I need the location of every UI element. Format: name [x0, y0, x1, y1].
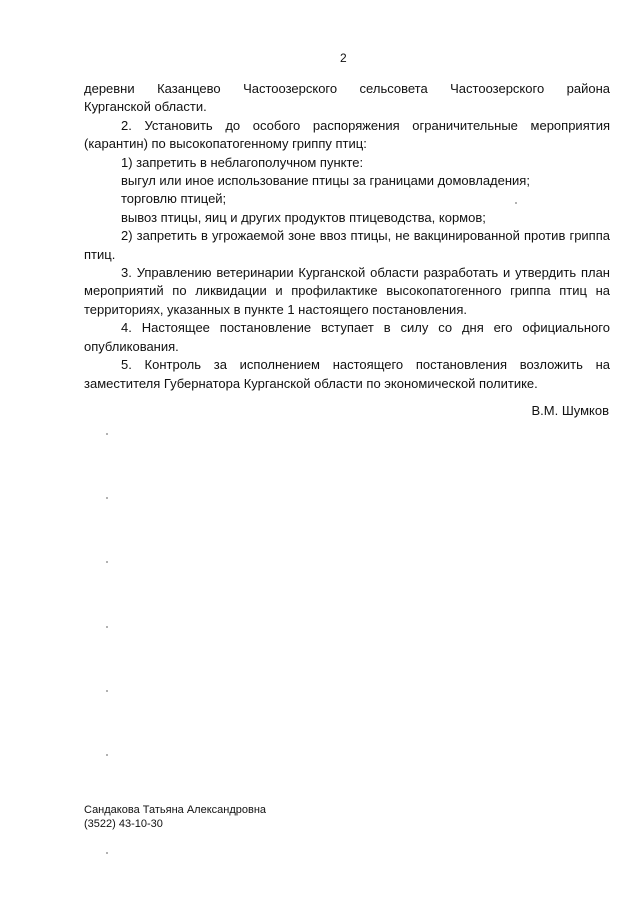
executor-block [84, 803, 266, 831]
paragraph-continuation-end: Курганской области. [84, 99, 207, 115]
paragraph-item-4: 4. Настоящее постановление вступает в силу со дня его официального опубликования. [84, 320, 610, 354]
decree-body [84, 80, 610, 393]
paragraph-item-2: 2. Установить до особого распоряжения ограничительные мероприятия (карантин) по высокопатогенному гриппу птиц: [84, 117, 610, 152]
subitem-1-walking: выгул или иное использование птицы за границами домовладения; [121, 173, 530, 189]
subitem-1-export: вывоз птицы, яиц и других продуктов птицеводства, кормов; [121, 209, 486, 225]
scan-speck [106, 690, 108, 692]
paragraph-item-5: 5. Контроль за исполнением настоящего постановления возложить на заместителя Губернатора Курганской области по экономической политике. [84, 357, 610, 391]
subitem-2: 2) запретить в угрожаемой зоне ввоз птицы, не вакцинированной против гриппа птиц. [84, 228, 610, 262]
signature-name: В.М. Шумков [531, 403, 609, 418]
scan-speck [106, 626, 108, 628]
scan-speck [515, 202, 517, 204]
scan-speck [106, 561, 108, 563]
scan-speck [106, 433, 108, 435]
scan-speck [106, 852, 108, 854]
scan-speck [106, 497, 108, 499]
page-number: 2 [340, 51, 347, 65]
subitem-1: 1) запретить в неблагополучном пункте: [121, 154, 364, 170]
paragraph-item-3: 3. Управлению ветеринарии Курганской области разработать и утвердить план мероприятий по ликвидации и профилактике высокопатогенного гриппа птиц на территориях, указанных в пункте 1 настоящего постановления. [84, 265, 610, 317]
subitem-1-trade: торговлю птицей; [121, 191, 227, 207]
scan-speck [106, 754, 108, 756]
executor-phone: (3522) 43-10-30 [84, 818, 163, 830]
executor-name: Сандакова Татьяна Александровна [84, 804, 267, 816]
paragraph-continuation: деревни Казанцево Частоозерского сельсовета Частоозерского района [84, 81, 610, 96]
